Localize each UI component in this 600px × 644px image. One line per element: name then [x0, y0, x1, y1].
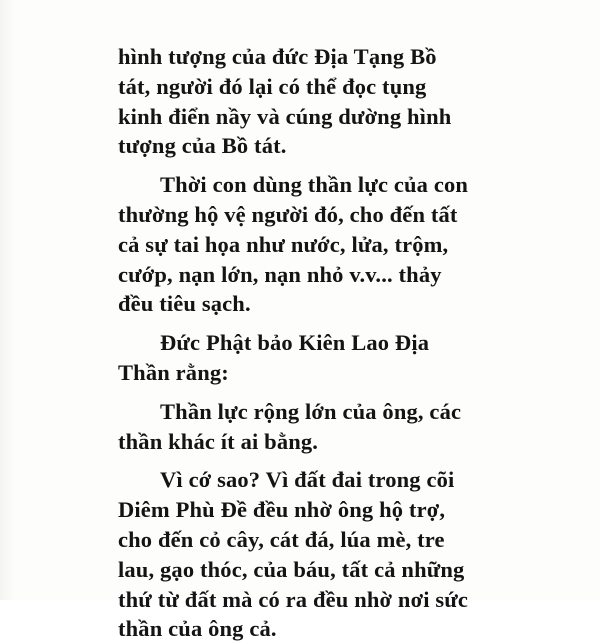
text-line: Thần lực rộng lớn của ông, các	[160, 398, 462, 424]
text-line: Thời con dùng thần lực của con	[160, 172, 469, 198]
text-line: cho đến cỏ cây, cát đá, lúa mè, tre	[118, 526, 445, 552]
page-text	[118, 42, 498, 644]
text-line: tượng của Bồ tát.	[118, 133, 287, 159]
text-line: Thần rằng:	[118, 359, 229, 385]
text-line: thứ từ đất mà có ra đều nhờ nơi sức	[118, 586, 469, 612]
text-line: Vì cớ sao? Vì đất đai trong cõi	[160, 467, 455, 493]
page-edge-shadow	[0, 0, 14, 600]
text-line: hình tượng của đức Địa Tạng Bồ	[118, 44, 437, 69]
text-line: cả sự tai họa như nước, lửa, trộm,	[118, 231, 449, 257]
text-line: tát, người đó lại có thể đọc tụng	[118, 73, 427, 99]
text-line: thần khác ít ai bằng.	[118, 428, 319, 454]
text-line: thường hộ vệ người đó, cho đến tất	[118, 201, 458, 227]
text-line: lau, gạo thóc, của báu, tất cả những	[118, 556, 465, 582]
text-line: đều tiêu sạch.	[118, 291, 251, 317]
text-line: Diêm Phù Đề đều nhờ ông hộ trợ,	[118, 497, 446, 523]
text-line: Đức Phật bảo Kiên Lao Địa	[160, 330, 430, 356]
text-line: cướp, nạn lớn, nạn nhỏ v.v... thảy	[118, 261, 442, 287]
text-line: kinh điển nầy và cúng dường hình	[118, 103, 452, 129]
text-line: thần của ông cả.	[118, 616, 277, 642]
